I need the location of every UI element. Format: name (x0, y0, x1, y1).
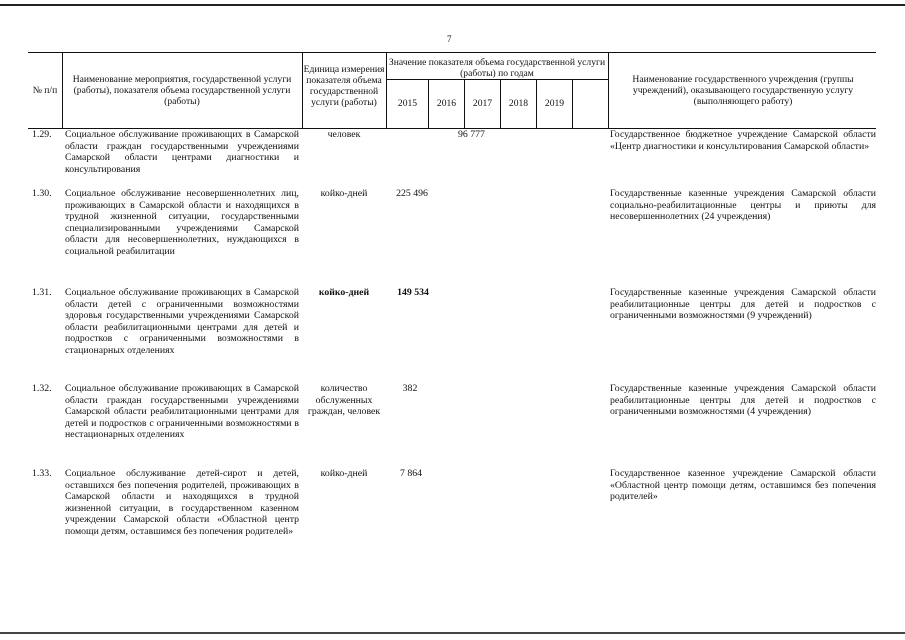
header-unit: Единица измерения показателя объема государственной услуги (работы) (303, 63, 385, 109)
divider (608, 53, 609, 128)
row-institution: Государственные казенные учреждения Самарской области реабилитационные центры для детей и подростков с ограниченными возможностями (9 учреждений) (610, 287, 876, 322)
row-institution: Государственное бюджетное учреждение Самарской области «Центр диагностики и консультирования Самарской области» (610, 129, 876, 152)
header-year: 2017 (472, 98, 493, 110)
row-value-2015: 382 (402, 383, 418, 394)
row-value-2015: 225 496 (396, 188, 428, 199)
row-unit: человек (327, 129, 361, 140)
table-header (28, 52, 876, 129)
header-year: 2019 (544, 98, 565, 110)
row-institution: Государственное казенное учреждение Самарской области «Областной центр помощи детям, оставшимся без попечения родителей» (610, 468, 876, 503)
row-institution: Государственные казенные учреждения Самарской области социально-реабилитационные центры и приюты для несовершеннолетних (24 учреждения) (610, 188, 876, 223)
page-number: 7 (447, 34, 452, 44)
header-number: № п/п (32, 84, 58, 96)
row-name: Социальное обслуживание несовершеннолетних лиц, проживающих в Самарской области и находящихся в трудной жизненной ситуации, государственными специализированными учреждениями Самарской области для несовершеннолетних, нуждающихся в социальной реабилитации (65, 188, 299, 257)
row-number: 1.31. (32, 287, 52, 298)
row-value-2015: 7 864 (399, 468, 423, 479)
header-year: 2018 (508, 98, 529, 110)
row-number: 1.30. (32, 188, 52, 199)
row-unit: койко-дней (320, 468, 368, 479)
row-number: 1.29. (32, 129, 52, 140)
row-unit: количество обслуженных граждан, человек (307, 383, 381, 418)
top-rule (0, 4, 905, 6)
row-value-2016: 96 777 (458, 129, 485, 140)
divider (572, 80, 573, 128)
header-year: 2016 (436, 98, 457, 110)
header-institution: Наименование государственного учреждения (группы учреждений), оказывающего государственную услугу (выполняющего работу) (632, 73, 854, 108)
divider (62, 53, 63, 128)
row-name: Социальное обслуживание проживающих в Самарской области граждан государственными учреждениями Самарской области реабилитационными центрами для детей и подростков с ограниченными возможностями в нестационарных отделениях (65, 383, 299, 441)
row-unit: койко-дней (320, 188, 368, 199)
row-unit: койко-дней (318, 287, 370, 298)
bottom-rule (0, 632, 905, 634)
row-number: 1.32. (32, 383, 52, 394)
row-number: 1.33. (32, 468, 52, 479)
row-name: Социальное обслуживание проживающих в Самарской области детей с ограниченными возможностями здоровья государственными учреждениями Самарской области реабилитационными центрами для детей и подростков с ограниченными возможностями в стационарных отделениях (65, 287, 299, 356)
header-year: 2015 (397, 98, 418, 110)
row-name: Социальное обслуживание детей-сирот и детей, оставшихся без попечения родителей, проживающих в Самарской области и находящихся в трудной жизненной ситуации, в государственном казенном учреждении Самарской области «Областной центр помощи детям, оставшимся без попечения родителей» (65, 468, 299, 537)
row-institution: Государственные казенные учреждения Самарской области реабилитационные центры для детей и подростков с ограниченными возможностями (4 учреждения) (610, 383, 876, 418)
header-values: Значение показателя объема государственной услуги (работы) по годам (388, 56, 606, 79)
row-value-2015: 149 534 (397, 287, 429, 298)
header-name: Наименование мероприятия, государственной услуги (работы), показателя объема государственной услуги (работы) (72, 73, 292, 108)
row-name: Социальное обслуживание проживающих в Самарской области граждан государственными учреждениями Самарской области центрами диагностики и консультирования (65, 129, 299, 175)
